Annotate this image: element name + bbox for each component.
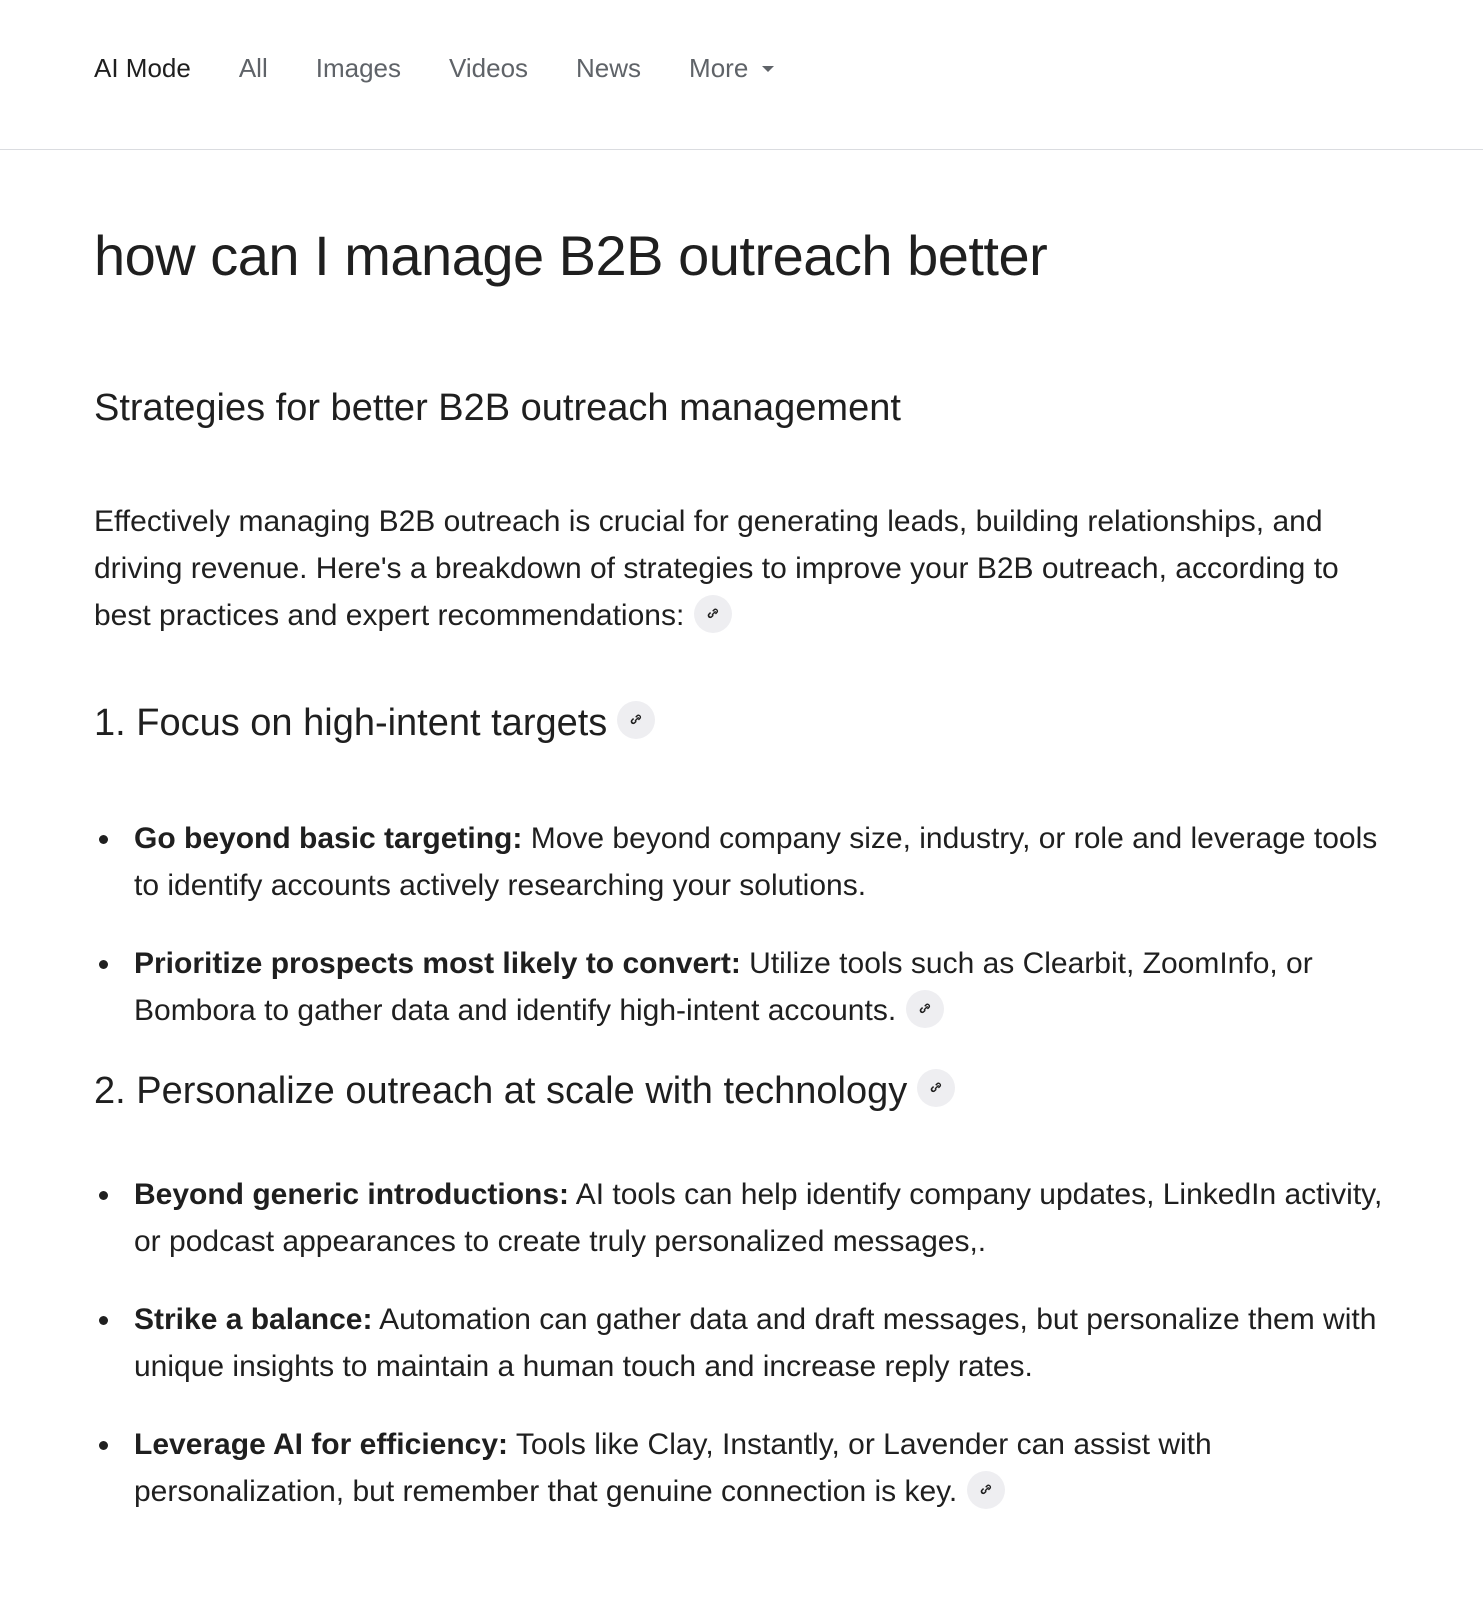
bullet-text: AI tools can help identify company updates, LinkedIn activity, or podcast appearances to create truly personalized messages,. [134,1178,1383,1258]
link-icon[interactable] [906,990,944,1028]
bullet-text: Tools like Clay, Instantly, or Lavender can assist with personalization, but remember that genuine connection is key. [134,1428,1212,1508]
link-icon[interactable] [967,1471,1005,1509]
ai-answer-content [94,150,1394,1546]
list-item [94,940,1394,1034]
section-title-2 [94,1065,1394,1117]
query-title: how can I manage B2B outreach better [94,224,1048,287]
bullet-lead: Strike a balance: [134,1303,373,1336]
answer-intro [94,498,1394,639]
bullet-text: Automation can gather data and draft messages, but personalize them with unique insights to maintain a human touch and increase reply rates. [134,1303,1377,1383]
link-icon[interactable] [917,1069,955,1107]
bullet-lead: Prioritize prospects most likely to convert: [134,947,741,980]
link-icon[interactable] [617,701,655,739]
top-navigation [0,0,1483,150]
section-title-1 [94,697,1394,749]
tab-videos[interactable]: Videos [449,52,529,83]
answer-heading: Strategies for better B2B outreach management [94,387,901,429]
tab-images[interactable]: Images [315,52,401,83]
bullet-lead: Beyond generic introductions: [134,1178,570,1211]
section-title-1-text: 1. Focus on high-intent targets [94,702,608,744]
section-title-2-text: 2. Personalize outreach at scale with technology [94,1070,908,1112]
list-item [94,1171,1394,1265]
tab-more[interactable] [689,53,774,84]
section-2-bullets [94,1171,1394,1515]
bullet-text: Move beyond company size, industry, or role and leverage tools to identify accounts actively researching your solutions. [134,822,1378,902]
bullet-lead: Leverage AI for efficiency: [134,1428,509,1461]
tab-more-label: More [689,52,749,83]
list-item [94,1421,1394,1515]
tab-all[interactable]: All [238,52,268,83]
tab-news[interactable]: News [576,52,642,83]
link-icon[interactable] [694,595,732,633]
section-1-bullets [94,815,1394,1034]
list-item [94,815,1394,909]
answer-intro-text: Effectively managing B2B outreach is crucial for generating leads, building relationships, and driving revenue. Here's a breakdown of strategies to improve your B2B outreach, according to best practices and expert recommendations: [94,505,1339,632]
caret-down-icon [762,66,774,72]
search-tabs [94,48,822,88]
tab-ai-mode[interactable]: AI Mode [94,52,191,83]
bullet-text: Utilize tools such as Clearbit, ZoomInfo, or Bombora to gather data and identify high-intent accounts. [134,947,1313,1027]
list-item [94,1296,1394,1390]
bullet-lead: Go beyond basic targeting: [134,822,523,855]
